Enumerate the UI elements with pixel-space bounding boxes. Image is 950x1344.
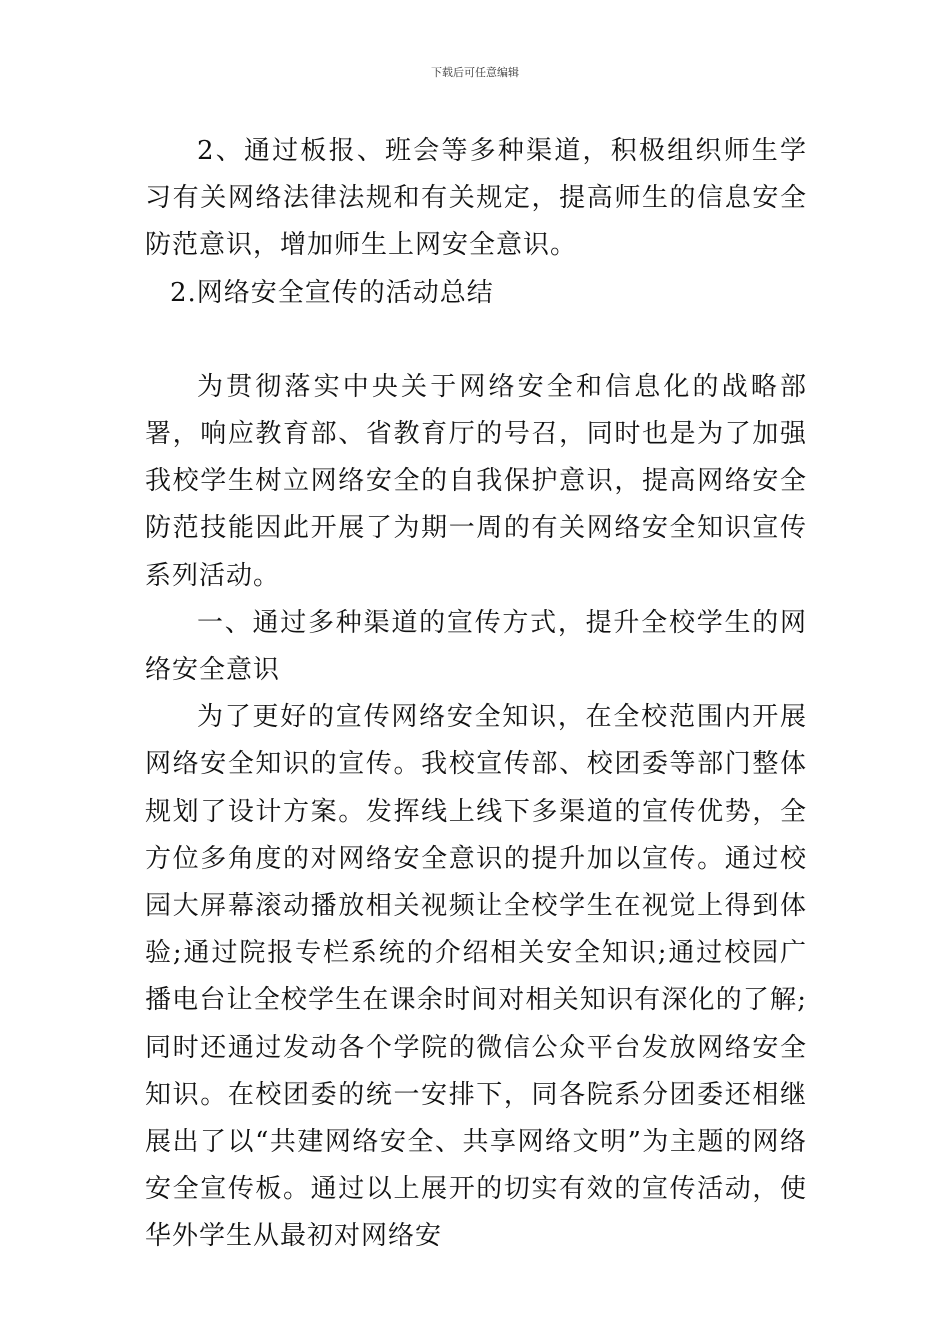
paragraph-intro: 为贯彻落实中央关于网络安全和信息化的战略部署，响应教育部、省教育厅的号召，同时也是为了加强我校学生树立网络安全的自我保护意识，提高网络安全防范技能因此开展了为期一周的有关网络安全知识宣传系列活动。: [145, 371, 807, 591]
document-body: [145, 128, 807, 1261]
subsection-heading-1: 一、通过多种渠道的宣传方式，提升全校学生的网络安全意识: [145, 607, 807, 686]
blank-line: [145, 317, 807, 364]
paragraph-measure-2: 2、通过板报、班会等多种渠道，积极组织师生学习有关网络法律法规和有关规定，提高师生的信息安全防范意识，增加师生上网安全意识。: [145, 136, 807, 261]
paragraph-publicity: 为了更好的宣传网络安全知识，在全校范围内开展网络安全知识的宣传。我校宣传部、校团委等部门整体规划了设计方案。发挥线上线下多渠道的宣传优势，全方位多角度的对网络安全意识的提升加以宣传。通过校园大屏幕滚动播放相关视频让全校学生在视觉上得到体验;通过院报专栏系统的介绍相关安全知识;通过校园广播电台让全校学生在课余时间对相关知识有深化的了解;同时还通过发动各个学院的微信公众平台发放网络安全知识。在校团委的统一安排下，同各院系分团委还相继展出了以“共建网络安全、共享网络文明”为主题的网络安全宣传板。通过以上展开的切实有效的宣传活动，使华外学生从最初对网络安: [145, 702, 807, 1252]
page-header: 下载后可任意编辑: [431, 66, 519, 79]
section-heading: 2.网络安全宣传的活动总结: [170, 277, 494, 308]
